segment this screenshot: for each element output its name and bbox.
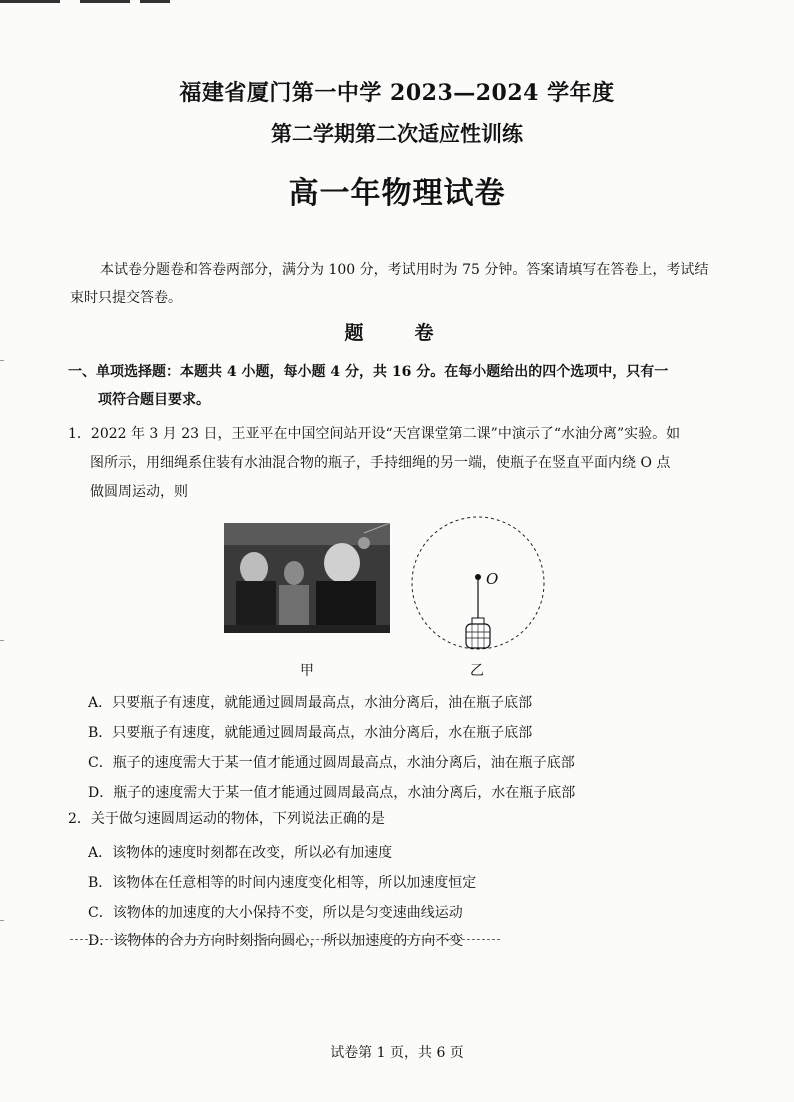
section1-line2: 项符合题目要求。	[98, 392, 210, 408]
q2-option-d: D．该物体的合力方向时刻指向圆心，所以加速度的方向不变	[88, 933, 464, 949]
scan-dash-line	[70, 939, 500, 941]
q1-line2: 图所示，用细绳系住装有水油混合物的瓶子，手持细绳的另一端，使瓶子在竖直平面内绕 O 点	[90, 455, 671, 471]
figure-circle-diagram	[410, 508, 550, 668]
section1-instructions	[68, 358, 713, 414]
q2-option-c: C．该物体的加速度的大小保持不变，所以是匀变速曲线运动	[88, 905, 463, 921]
q1-option-b: B．只要瓶子有速度，就能通过圆周最高点，水油分离后，水在瓶子底部	[88, 725, 533, 741]
page-footer: 试卷第 1 页，共 6 页	[330, 1045, 464, 1061]
question-1-stem	[68, 420, 713, 507]
section1-line1: 一、单项选择题：本题共 4 小题，每小题 4 分，共 16 分。在每小题给出的四个选项中，只有一	[68, 364, 669, 380]
q1-option-d: D．瓶子的速度需大于某一值才能通过圆周最高点，水油分离后，水在瓶子底部	[88, 785, 576, 801]
margin-mark	[0, 920, 4, 921]
figure-label-a: 甲	[300, 663, 314, 679]
q2-option-b: B．该物体在任意相等的时间内速度变化相等，所以加速度恒定	[88, 875, 477, 891]
question-2-stem: 2．关于做匀速圆周运动的物体，下列说法正确的是	[68, 811, 385, 827]
q1-line1: 1．2022 年 3 月 23 日，王亚平在中国空间站开设“天宫课堂第二课”中演示了“水油分离”实验。如	[68, 426, 681, 442]
exam-instructions: 本试卷分题卷和答卷两部分，满分为 100 分，考试用时为 75 分钟。答案请填写在答卷上，考试结束时只提交答卷。	[70, 262, 709, 306]
figure-photo	[224, 523, 390, 633]
q2-option-a: A．该物体的速度时刻都在改变，所以必有加速度	[88, 845, 393, 861]
exam-title: 高一年物理试卷	[288, 176, 506, 211]
top-scan-mark	[0, 0, 200, 6]
margin-mark	[0, 360, 4, 361]
school-title: 福建省厦门第一中学 2023—2024 学年度	[179, 80, 615, 106]
q1-option-c: C．瓶子的速度需大于某一值才能通过圆周最高点，水油分离后，油在瓶子底部	[88, 755, 575, 771]
term-title: 第二学期第二次适应性训练	[271, 121, 523, 146]
q1-line3: 做圆周运动，则	[90, 484, 188, 500]
figure-label-b: 乙	[470, 663, 484, 679]
point-label-o: O	[486, 570, 499, 588]
q1-option-a: A．只要瓶子有速度，就能通过圆周最高点，水油分离后，油在瓶子底部	[88, 695, 533, 711]
margin-mark	[0, 640, 4, 641]
bottle-shape	[466, 618, 490, 648]
section-heading: 题 卷	[344, 322, 450, 344]
